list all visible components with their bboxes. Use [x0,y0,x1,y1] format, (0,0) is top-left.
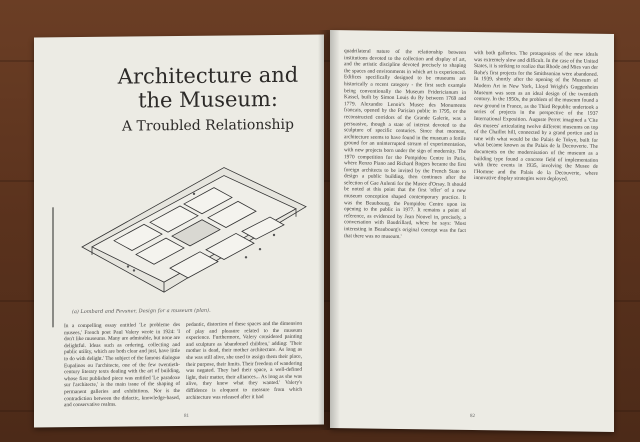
chapter-subtitle: A Troubled Relationship [121,116,294,135]
right-column-1: quadrilateral nature of the relationship between institutions devoted to the collection and display of art, and the artistic discipline devoted precisely to shaping the spaces and environments in which art is experienced. Edifices specifically designed to be museums are historically a recent category - the first such example being conventionally the Museum Fridericianum in Kassel, built by Simon Louis du Ry between 1769 and 1779. Alexandre Lenoir's Musee des Monuments francais, opened by the Parisian public in 1795, or the reconstructed corridors of the Grande Galerie, was a persuasive, though a state of interest devoted to the sculpture of specific centuries. Since that moment, architecture seems to have found in the museum a fertile ground for an uninterrupted stream of experimentation, with new projects born under the sign of modernity. The 1970 competition for the Pompidou Centre in Paris, where Renzo Piano and Richard Rogers became the first foreign architects to be invited by the French State to design a public building, then continues after the selection of Gae Aulenti for the Musee d'Orsay. It should be noted at this point that the first 'offer' of a new museum conception shaped contemporary practice. It was the Beaubourg, the Pompidou Centre upon its opening to the public in 1977. It remains a point of reference, as evidenced by Jean Nouvel in, precisely, a conversation with Baudrillard, where he says: 'Most interesting in Beaubourg's original concept was the fact that there was no museum.' [344,48,466,240]
page-number-left: 81 [184,413,189,419]
right-column-2: with both galleries. The protagonists of the new ideals was extremely slow and difficult. In the case of the United States, it is striking to realize that Rhode and Mies van der Rohe's first projects for the Smithsonian were abandoned. In 1939, shortly after the opening of the Museum of Modern Art in New York, Lloyd Wright's Guggenheim Museum was seen as an ideal design of the twentieth century. In the 1950s, the problem of the museum found a new ground in France, as the Third Republic undertook a series of projects in the perspective of the 1937 International Exposition. Auguste Perret imagined a 'Cite des musees' articulating twelve different museums on top of the Chaillot hill, connected by a grand portico and in tune with what would be the Palais de Tokyo, built for what became known as the Palais de la Decouverte. The documents on the modernisation of the museum as a building type found a concrete field of implementation with three events in 1935, involving the Musee de l'Homme and the Palais de la Decouverte, where innovative display strategies were deployed. [474,50,598,183]
left-column-1: In a compelling essay entitled 'Le probleme des musees,' French poet Paul Valery wrote in 1924: 'I don't like museums. Many are admirable, but none are delightful. Ideas such as ordering, collecting and public utility, which are both clear and just, have little to do with delight.' The subject of the famous dialogue Eupalinos ou l'architecte, one of the few twentieth-century literary texts dealing with the art of building, whose first published piece was entitled 'Le paradoxe sur l'architecte,' is the main issue of the shaping of permanent galleries and exhibitions. Nor is the contradiction between the didactic, knowledge-based, and conservative realms. [64,321,180,409]
title-line-1: Architecture and [117,62,299,89]
margin-rule [52,207,54,327]
museum-plan-illustration [74,153,314,306]
right-page [330,30,614,432]
page-number-right: 82 [470,413,475,420]
title-line-2: the Museum: [138,86,278,113]
open-book [28,22,618,430]
chapter-title [108,63,308,135]
left-column-2: pedantic, distortion of these spaces and the dimension of play and pleasure related to the museum experience. Furthermore, Valery considered painting and sculpture as 'abandoned children,' adding: 'Their mother is dead, their mother architecture. As long as she was still alive, she used to assign them their place, their purpose, their limits. Their freedom of wandering was negated. They had their space, a well-defined light, their matter, their alliances... As long as she was alive, they knew what they wanted.' Valery's diffidence is eloquent to measure from which architecture was released after it had [186,320,302,401]
left-page [34,34,324,427]
figure-caption: (a) Lombard and Pevsner, Design for a museum (plan). [72,307,211,316]
